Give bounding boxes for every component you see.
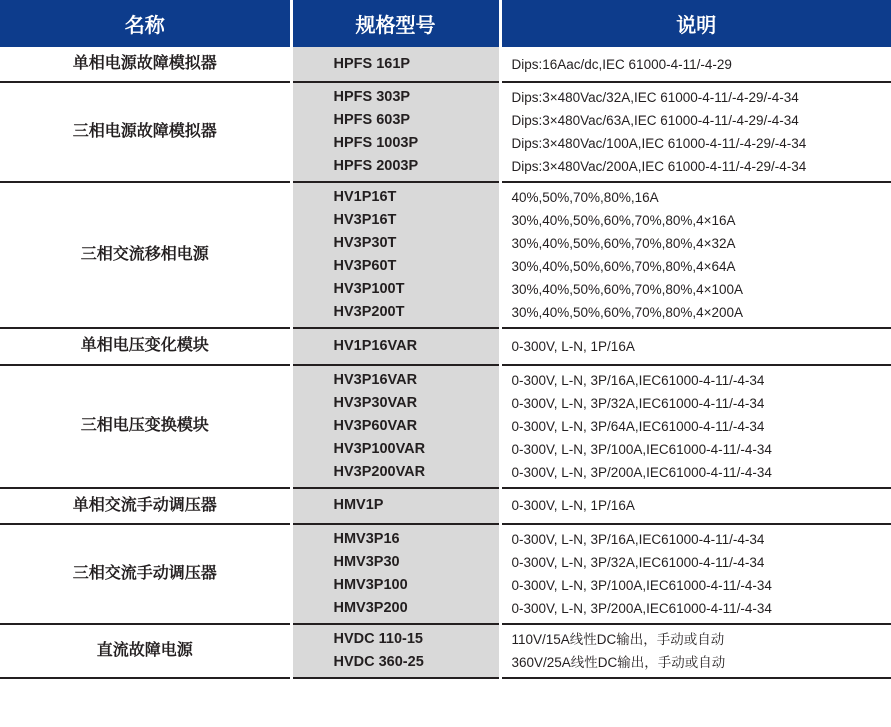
- model-value: HV3P60VAR: [333, 417, 418, 434]
- description-value: Dips:16Aac/dc,IEC 61000-4-11/-4-29: [511, 56, 732, 72]
- table-body: [0, 47, 891, 678]
- model-value: HPFS 603P: [333, 112, 411, 129]
- model-value: HPFS 161P: [333, 55, 411, 72]
- product-name-cell: 单相电压变化模块: [0, 328, 291, 364]
- product-name-cell: 三相电压变换模块: [0, 365, 291, 488]
- product-name-cell: 单相交流手动调压器: [0, 488, 291, 524]
- model-value: HMV3P100: [333, 577, 408, 594]
- description-value: 30%,40%,50%,60%,70%,80%,4×100A: [511, 282, 744, 298]
- model-value: HMV3P16: [333, 531, 400, 548]
- description-cell: [500, 524, 891, 624]
- description-value: 0-300V, L-N, 3P/100A,IEC61000-4-11/-4-34: [511, 578, 772, 594]
- model-value: HV3P100T: [333, 281, 405, 298]
- product-name-cell: 三相交流手动调压器: [0, 524, 291, 624]
- table-header-row: [0, 0, 891, 47]
- model-value: HV3P30T: [333, 235, 397, 252]
- model-value: HV1P16VAR: [333, 338, 418, 355]
- model-value: HPFS 2003P: [333, 158, 419, 175]
- model-cell: [291, 47, 500, 82]
- description-value: 0-300V, L-N, 3P/16A,IEC61000-4-11/-4-34: [511, 372, 765, 388]
- column-header-model: 规格型号: [291, 0, 500, 47]
- model-cell: [291, 524, 500, 624]
- description-value: 40%,50%,70%,80%,16A: [511, 190, 659, 206]
- table-row: [0, 82, 891, 182]
- description-cell: [500, 624, 891, 678]
- model-value: HV3P60T: [333, 258, 397, 275]
- description-value: 0-300V, L-N, 3P/64A,IEC61000-4-11/-4-34: [511, 418, 765, 434]
- description-value: 30%,40%,50%,60%,70%,80%,4×16A: [511, 213, 736, 229]
- model-value: HVDC 360-25: [333, 654, 424, 671]
- description-value: 30%,40%,50%,60%,70%,80%,4×200A: [511, 305, 744, 321]
- table-row: [0, 182, 891, 328]
- model-cell: [291, 182, 500, 328]
- description-cell: [500, 82, 891, 182]
- model-value: HPFS 1003P: [333, 135, 419, 152]
- description-value: 0-300V, L-N, 3P/32A,IEC61000-4-11/-4-34: [511, 555, 765, 571]
- product-name-cell: 三相电源故障模拟器: [0, 82, 291, 182]
- description-value: 360V/25A线性DC输出，手动或自动: [511, 655, 726, 671]
- description-cell: [500, 328, 891, 364]
- model-cell: [291, 365, 500, 488]
- model-value: HV3P200VAR: [333, 463, 426, 480]
- model-cell: [291, 328, 500, 364]
- column-header-name: 名称: [0, 0, 291, 47]
- model-value: HV3P16VAR: [333, 371, 418, 388]
- model-value: HMV3P200: [333, 600, 408, 617]
- model-cell: [291, 488, 500, 524]
- description-value: Dips:3×480Vac/200A,IEC 61000-4-11/-4-29/-4-34: [511, 159, 807, 175]
- description-value: 0-300V, L-N, 3P/200A,IEC61000-4-11/-4-34: [511, 464, 772, 480]
- description-value: 0-300V, L-N, 3P/16A,IEC61000-4-11/-4-34: [511, 532, 765, 548]
- product-name-cell: 直流故障电源: [0, 624, 291, 678]
- description-value: Dips:3×480Vac/32A,IEC 61000-4-11/-4-29/-4-34: [511, 90, 799, 106]
- description-value: Dips:3×480Vac/63A,IEC 61000-4-11/-4-29/-4-34: [511, 113, 799, 129]
- model-value: HV3P200T: [333, 304, 405, 321]
- model-value: HMV3P30: [333, 554, 400, 571]
- table-row: [0, 524, 891, 624]
- model-value: HVDC 110-15: [333, 631, 423, 648]
- description-cell: [500, 182, 891, 328]
- model-value: HPFS 303P: [333, 89, 411, 106]
- model-value: HV3P16T: [333, 212, 397, 229]
- description-value: 110V/15A线性DC输出，手动或自动: [511, 632, 725, 648]
- description-value: 0-300V, L-N, 3P/100A,IEC61000-4-11/-4-34: [511, 441, 772, 457]
- table-row: [0, 488, 891, 524]
- description-value: 0-300V, L-N, 3P/32A,IEC61000-4-11/-4-34: [511, 395, 765, 411]
- description-value: Dips:3×480Vac/100A,IEC 61000-4-11/-4-29/-4-34: [511, 136, 807, 152]
- table-row: [0, 47, 891, 82]
- model-value: HV1P16T: [333, 189, 397, 206]
- description-value: 0-300V, L-N, 3P/200A,IEC61000-4-11/-4-34: [511, 601, 772, 617]
- product-name-cell: 单相电源故障模拟器: [0, 47, 291, 82]
- description-value: 0-300V, L-N, 1P/16A: [511, 498, 635, 514]
- description-cell: [500, 365, 891, 488]
- product-name-cell: 三相交流移相电源: [0, 182, 291, 328]
- description-cell: [500, 47, 891, 82]
- description-value: 0-300V, L-N, 1P/16A: [511, 339, 635, 355]
- table-row: [0, 365, 891, 488]
- model-value: HMV1P: [333, 497, 384, 514]
- model-value: HV3P100VAR: [333, 440, 426, 457]
- table-row: [0, 624, 891, 678]
- column-header-description: 说明: [500, 0, 891, 47]
- description-cell: [500, 488, 891, 524]
- model-cell: [291, 82, 500, 182]
- description-value: 30%,40%,50%,60%,70%,80%,4×32A: [511, 236, 736, 252]
- table-row: [0, 328, 891, 364]
- model-value: HV3P30VAR: [333, 394, 418, 411]
- table-header: [0, 0, 891, 47]
- description-value: 30%,40%,50%,60%,70%,80%,4×64A: [511, 259, 736, 275]
- model-cell: [291, 624, 500, 678]
